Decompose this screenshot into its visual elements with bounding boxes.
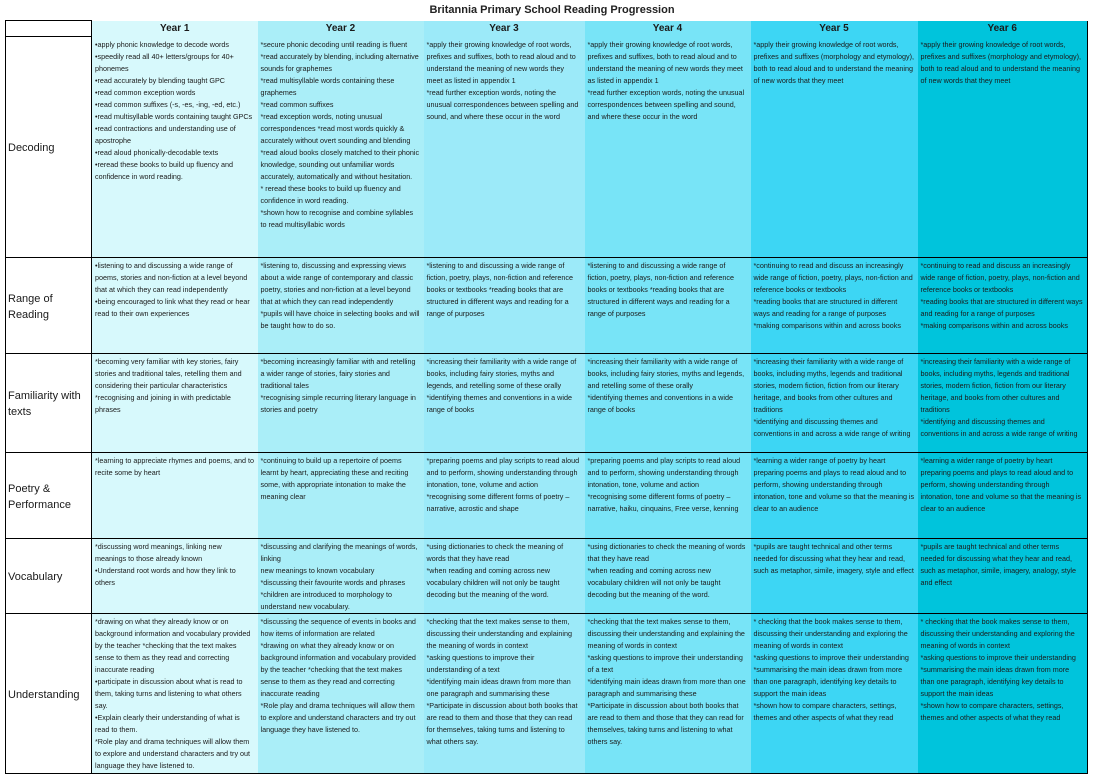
cell-range-of-reading-year-1: •listening to and discussing a wide range of poems, stories and non-fiction at a level beyond that at which they can read independently •being encouraged to link what they read or hear read to their own experiences bbox=[92, 258, 258, 354]
cell-familiarity-year-3: *increasing their familiarity with a wide range of books, including fairy stories, myths and legends, and retelling some of these orally *identifying themes and conventions in a wide range of books bbox=[424, 354, 585, 453]
cell-vocabulary-year-3: *using dictionaries to check the meaning of words that they have read *when reading and coming across new vocabulary children will not only be taught decoding but the meaning of the word. bbox=[424, 539, 585, 614]
cell-vocabulary-year-4: *using dictionaries to check the meaning of words that they have read *when reading and coming across new vocabulary children will not only be taught decoding but the meaning of the word. bbox=[585, 539, 751, 614]
row-label-vocabulary: Vocabulary bbox=[6, 539, 92, 614]
cell-understanding-year-5: * checking that the book makes sense to them, discussing their understanding and exploring the meaning of words in context *asking questions to improve their understanding *summarising the main ideas drawn from more than one paragraph, identifying key details to support the main ideas *shown how to compare characters, settings, themes and other aspects of what they read bbox=[751, 614, 918, 774]
corner-cell bbox=[6, 21, 92, 37]
cell-range-of-reading-year-6: *continuing to read and discuss an increasingly wide range of fiction, poetry, plays, non-fiction and reference books or textbooks *reading books that are structured in different ways and reading for a range of purposes *making comparisons within and across books bbox=[918, 258, 1088, 354]
cell-poetry-year-4: *preparing poems and play scripts to read aloud and to perform, showing understanding through intonation, tone, volume and action *recognising some different forms of poetry – narrative, haiku, cinquains, Free verse, kenning bbox=[585, 453, 751, 539]
cell-decoding-year-2: *secure phonic decoding until reading is fluent *read accurately by blending, including alternative sounds for graphemes *read multisyllable words containing these graphemes *read common suffixes *read exception words, noting unusual correspondences *read most words quickly & accurately without overt sounding and blending *read aloud books closely matched to their phonic knowledge, sounding out unfamiliar words accurately, automatically and without hesitation. * reread these books to build up fluency and confidence in word reading. *shown how to recognise and combine syllables to read multisyllabic words bbox=[258, 37, 424, 258]
cell-decoding-year-1: •apply phonic knowledge to decode words •speedily read all 40+ letters/groups for 40+ phonemes •read accurately by blending taught GPC •read common exception words •read common suffixes (-s, -es, -ing, -ed, etc.) •read multisyllable words containing taught GPCs •read contractions and understanding use of apostrophe •read aloud phonically-decodable texts •reread these books to build up fluency and confidence in word reading. bbox=[92, 37, 258, 258]
cell-understanding-year-6: * checking that the book makes sense to them, discussing their understanding and exploring the meaning of words in context *asking questions to improve their understanding *summarising the main ideas drawn from more than one paragraph, identifying key details to support the main ideas *shown how to compare characters, settings, themes and other aspects of what they read bbox=[918, 614, 1088, 774]
cell-range-of-reading-year-3: *listening to and discussing a wide range of fiction, poetry, plays, non-fiction and reference books or textbooks *reading books that are structured in different ways and reading for a range of purposes bbox=[424, 258, 585, 354]
cell-understanding-year-4: *checking that the text makes sense to them, discussing their understanding and explaining the meaning of words in context *asking questions to improve their understanding of a text *identifying main ideas drawn from more than one paragraph and summarising these *Participate in discussion about both books that are read to them and those that they can read for themselves, taking turns and listening to what others say. bbox=[585, 614, 751, 774]
cell-vocabulary-year-2: *discussing and clarifying the meanings of words, linking new meanings to known vocabulary *discussing their favourite words and phrases *children are introduced to morphology to understand new vocabulary. bbox=[258, 539, 424, 614]
column-header-year-4: Year 4 bbox=[585, 21, 751, 37]
column-header-year-1: Year 1 bbox=[92, 21, 258, 37]
table-row-vocabulary bbox=[6, 539, 1088, 614]
reading-progression-table bbox=[5, 20, 1088, 774]
cell-range-of-reading-year-2: *listening to, discussing and expressing views about a wide range of contemporary and classic poetry, stories and non-fiction at a level beyond that at which they can read independently *pupils will have choice in selecting books and will be taught how to do so. bbox=[258, 258, 424, 354]
cell-range-of-reading-year-4: *listening to and discussing a wide range of fiction, poetry, plays, non-fiction and reference books or textbooks *reading books that are structured in different ways and reading for a range of purposes bbox=[585, 258, 751, 354]
column-header-year-5: Year 5 bbox=[751, 21, 918, 37]
table-row-understanding bbox=[6, 614, 1088, 774]
cell-familiarity-year-1: *becoming very familiar with key stories, fairy stories and traditional tales, retelling them and considering their particular characteristics *recognising and joining in with predictable phrases bbox=[92, 354, 258, 453]
cell-familiarity-year-6: *increasing their familiarity with a wide range of books, including myths, legends and traditional stories, modern fiction, fiction from our literary heritage, and books from other cultures and traditions *identifying and discussing themes and conventions in and across a wide range of writing bbox=[918, 354, 1088, 453]
cell-familiarity-year-4: *increasing their familiarity with a wide range of books, including fairy stories, myths and legends, and retelling some of these orally *identifying themes and conventions in a wide range of books bbox=[585, 354, 751, 453]
cell-range-of-reading-year-5: *continuing to read and discuss an increasingly wide range of fiction, poetry, plays, non-fiction and reference books or textbooks *reading books that are structured in different ways and reading for a range of purposes *making comparisons within and across books bbox=[751, 258, 918, 354]
cell-poetry-year-6: *learning a wider range of poetry by heart preparing poems and plays to read aloud and to perform, showing understanding through intonation, tone and volume so that the meaning is clear to an audience bbox=[918, 453, 1088, 539]
cell-poetry-year-5: *learning a wider range of poetry by heart preparing poems and plays to read aloud and to perform, showing understanding through intonation, tone and volume so that the meaning is clear to an audience bbox=[751, 453, 918, 539]
cell-familiarity-year-5: *increasing their familiarity with a wide range of books, including myths, legends and traditional stories, modern fiction, fiction from our literary heritage, and books from other cultures and traditions *identifying and discussing themes and conventions in and across a wide range of writing bbox=[751, 354, 918, 453]
cell-decoding-year-6: *apply their growing knowledge of root words, prefixes and suffixes (morphology and etymology), both to read aloud and to understand the meaning of new words that they meet bbox=[918, 37, 1088, 258]
cell-decoding-year-5: *apply their growing knowledge of root words, prefixes and suffixes (morphology and etymology), both to read aloud and to understand the meaning of new words that they meet bbox=[751, 37, 918, 258]
table-row-poetry-performance bbox=[6, 453, 1088, 539]
cell-poetry-year-2: *continuing to build up a repertoire of poems learnt by heart, appreciating these and reciting some, with appropriate intonation to make the meaning clear bbox=[258, 453, 424, 539]
column-header-year-6: Year 6 bbox=[918, 21, 1088, 37]
header-row bbox=[6, 21, 1088, 37]
cell-vocabulary-year-5: *pupils are taught technical and other terms needed for discussing what they hear and read, such as metaphor, simile, imagery, style and effect bbox=[751, 539, 918, 614]
column-header-year-3: Year 3 bbox=[424, 21, 585, 37]
cell-vocabulary-year-6: *pupils are taught technical and other terms needed for discussing what they hear and read, such as metaphor, simile, imagery, analogy, style and effect bbox=[918, 539, 1088, 614]
column-header-year-2: Year 2 bbox=[258, 21, 424, 37]
cell-vocabulary-year-1: *discussing word meanings, linking new meanings to those already known •Understand root words and how they link to others bbox=[92, 539, 258, 614]
cell-poetry-year-1: *learning to appreciate rhymes and poems, and to recite some by heart bbox=[92, 453, 258, 539]
cell-understanding-year-3: *checking that the text makes sense to them, discussing their understanding and explaining the meaning of words in context *asking questions to improve their understanding of a text *identifying main ideas drawn from more than one paragraph and summarising these *Participate in discussion about both books that are read to them and those that they can read for themselves, taking turns and listening to what others say. bbox=[424, 614, 585, 774]
row-label-range-of-reading: Range of Reading bbox=[6, 258, 92, 354]
cell-understanding-year-1: *drawing on what they already know or on background information and vocabulary provided by the teacher *checking that the text makes sense to them as they read and correcting inaccurate reading •participate in discussion about what is read to them, taking turns and listening to what others say. •Explain clearly their understanding of what is read to them. *Role play and drama techniques will allow them to explore and understand characters and try out language they have listened to. bbox=[92, 614, 258, 774]
document-title: Britannia Primary School Reading Progression bbox=[429, 4, 675, 16]
cell-poetry-year-3: *preparing poems and play scripts to read aloud and to perform, showing understanding through intonation, tone, volume and action *recognising some different forms of poetry – narrative, acrostic and shape bbox=[424, 453, 585, 539]
cell-familiarity-year-2: *becoming increasingly familiar with and retelling a wider range of stories, fairy stories and traditional tales *recognising simple recurring literary language in stories and poetry bbox=[258, 354, 424, 453]
row-label-poetry-performance: Poetry & Performance bbox=[6, 453, 92, 539]
table-row-decoding bbox=[6, 37, 1088, 258]
cell-decoding-year-3: *apply their growing knowledge of root words, prefixes and suffixes, both to read aloud and to understand the meaning of new words they meet as listed in appendix 1 *read further exception words, noting the unusual correspondences between spelling and sound, and where these occur in the word bbox=[424, 37, 585, 258]
cell-understanding-year-2: *discussing the sequence of events in books and how items of information are related *drawing on what they already know or on background information and vocabulary provided by the teacher *checking that the text makes sense to them as they read and correcting inaccurate reading *Role play and drama techniques will allow them to explore and understand characters and try out language they have listened to. bbox=[258, 614, 424, 774]
cell-decoding-year-4: *apply their growing knowledge of root words, prefixes and suffixes, both to read aloud and to understand the meaning of new words they meet as listed in appendix 1 *read further exception words, noting the unusual correspondences between spelling and sound, and where these occur in the word bbox=[585, 37, 751, 258]
table-row-range-of-reading bbox=[6, 258, 1088, 354]
table-row-familiarity-with-texts bbox=[6, 354, 1088, 453]
row-label-decoding: Decoding bbox=[6, 37, 92, 258]
row-label-understanding: Understanding bbox=[6, 614, 92, 774]
row-label-familiarity-with-texts: Familiarity with texts bbox=[6, 354, 92, 453]
